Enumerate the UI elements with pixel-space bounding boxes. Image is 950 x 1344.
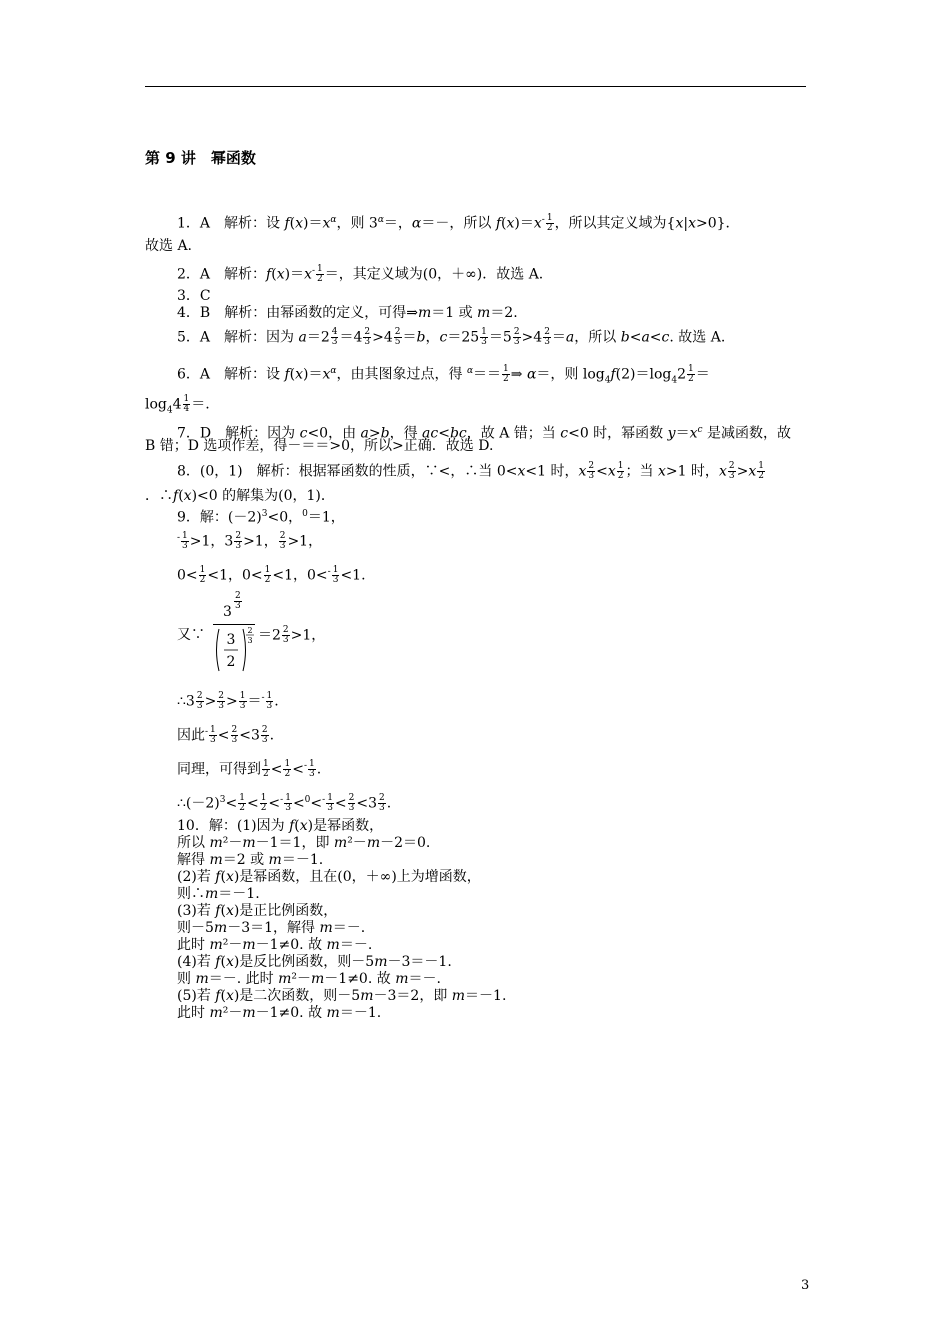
solution-6-line-2: $\log_44$ $\frac{1}{4}$ ＝. bbox=[145, 394, 210, 416]
solution-5: 5．A 解析：因为 a＝2 $\frac{4}{3}$ ＝4 $\frac{2}{3}$ >4 $\frac{2}{5}$ ＝b，c＝25 $\frac{1}{3}$ ＝5 $\frac{2}{3}$ >4 $\frac{2}{3}$ ＝a，所以 b<a<c. 故选 A. bbox=[177, 327, 726, 347]
solution-10-line-2: 所以 m²－m－1＝1，即 m²－m－2＝0. bbox=[177, 835, 431, 851]
solution-9-line-4-prefix: 又∵ bbox=[177, 627, 205, 643]
solution-10-line-3: 解得 m＝2 或 m＝－1. bbox=[177, 852, 324, 868]
solution-10-line-7: 则－5m－3＝1，解得 m＝－. bbox=[177, 920, 366, 936]
solution-9-line-8: $\therefore(-2)^3<$ $\frac{1}{2}$ < $\frac{1}{2}$ <- $\frac{1}{3}$ <$^0$<- $\frac{1}{3}$ < $\frac{2}{3}$ <3 $\frac{2}{3}$ . bbox=[177, 793, 392, 814]
fraction-3-over-3-2: 3 2 3 3 2 2 3 bbox=[213, 592, 255, 675]
solution-10-line-1: 10．解：(1)因为 f(x)是幂函数， bbox=[177, 818, 384, 834]
solution-8-line-2: ．∴f(x)<0 的解集为(0，1)． bbox=[145, 488, 335, 504]
svg-text:3: 3 bbox=[247, 636, 253, 645]
solution-9-line-7: 同理，可得到 $\frac{1}{2}$ < $\frac{1}{2}$ <- $\frac{1}{3}$ . bbox=[177, 759, 322, 780]
solution-7-line-2: B 错；D 选项作差，得－＝＝>0，所以>正确．故选 D. bbox=[145, 438, 494, 454]
solution-2: 2．A 解析：f(x)＝x- $\frac{1}{2}$ ＝，其定义域为(0，＋∞)．故选 A. bbox=[177, 264, 544, 285]
solution-8-line-1: 8．(0，1) 解析：根据幂函数的性质，∵<，∴当 0<x<1 时，x $\frac{2}{3}$ <x $\frac{1}{2}$ ；当 x>1 时，x $\frac{2}{3}$ >x $\frac{1}{2}$ bbox=[177, 461, 764, 481]
solution-9-line-6: 因此- $\frac{1}{3}$ < $\frac{2}{3}$ <3 $\frac{2}{3}$ . bbox=[177, 725, 275, 746]
solution-9-line-2: - $\frac{1}{3}$ >1，3 $\frac{2}{3}$ >1， $\frac{2}{3}$ >1， bbox=[177, 531, 323, 552]
page-number: 3 bbox=[801, 1278, 810, 1293]
header-rule bbox=[145, 86, 806, 87]
solution-1-line-2: 故选 A. bbox=[145, 238, 193, 254]
solution-7-line-1: 7．D 解析：因为 c<0，由 a>b，得 ac<bc，故 A 错；当 c<0 时，幂函数 $y=x^c$ 是减函数，故 bbox=[177, 425, 791, 442]
page-title: 第 9 讲 幂函数 bbox=[145, 149, 256, 167]
solution-6-line-1: 6．A 解析：设 $f(x)=x^\alpha$，由其图象过点，得 $^\alpha$＝＝ $\frac{1}{2}$ ⇒ α＝，则 $\log_4f(2)=\log_42$ $\frac{1}{2}$ ＝ bbox=[177, 364, 710, 386]
svg-text:2: 2 bbox=[247, 626, 253, 635]
svg-text:2: 2 bbox=[226, 654, 236, 670]
solution-1-line-1: 1．A 解析：设 $f(x)=x^\alpha$，则 $3^\alpha=$，α＝－，所以 f(x)＝x- $\frac{1}{2}$ ，所以其定义域为{x|x>0}． bbox=[177, 213, 740, 234]
solution-9-line-1: 9．解：$(-2)^3<0$，$^0$＝1， bbox=[177, 509, 345, 526]
solution-9-line-4-suffix: ＝2 $\frac{2}{3}$ >1， bbox=[258, 625, 326, 645]
solution-10-line-11: (5)若 f(x)是二次函数，则－5m－3＝2，即 m＝－1. bbox=[177, 988, 507, 1004]
solution-10-line-10: 则 m＝－. 此时 m²－m－1≠0. 故 m＝－. bbox=[177, 971, 441, 987]
solution-10-line-9: (4)若 f(x)是反比例函数，则－5m－3＝－1. bbox=[177, 954, 452, 970]
solution-10-line-8: 此时 m²－m－1≠0. 故 m＝－. bbox=[177, 937, 373, 953]
solution-10-line-4: (2)若 f(x)是幂函数，且在(0，＋∞)上为增函数， bbox=[177, 869, 481, 885]
solution-10-line-6: (3)若 f(x)是正比例函数， bbox=[177, 903, 338, 919]
solution-3: 3．C bbox=[177, 288, 211, 304]
svg-text:3: 3 bbox=[226, 632, 236, 648]
solution-10-line-12: 此时 m²－m－1≠0. 故 m＝－1. bbox=[177, 1005, 382, 1021]
solution-9-line-5: ∴3 $\frac{2}{3}$ > $\frac{2}{3}$ > $\frac{1}{3}$ ＝- $\frac{1}{3}$ . bbox=[177, 691, 279, 712]
solution-10-line-5: 则∴m＝－1. bbox=[177, 886, 260, 902]
solution-9-line-3: 0< $\frac{1}{2}$ <1，0< $\frac{1}{2}$ <1，0<- $\frac{1}{3}$ <1. bbox=[177, 565, 366, 586]
solution-4: 4．B 解析：由幂函数的定义，可得⇒m＝1 或 m＝2. bbox=[177, 305, 518, 321]
parenthesized-fraction bbox=[213, 625, 255, 675]
